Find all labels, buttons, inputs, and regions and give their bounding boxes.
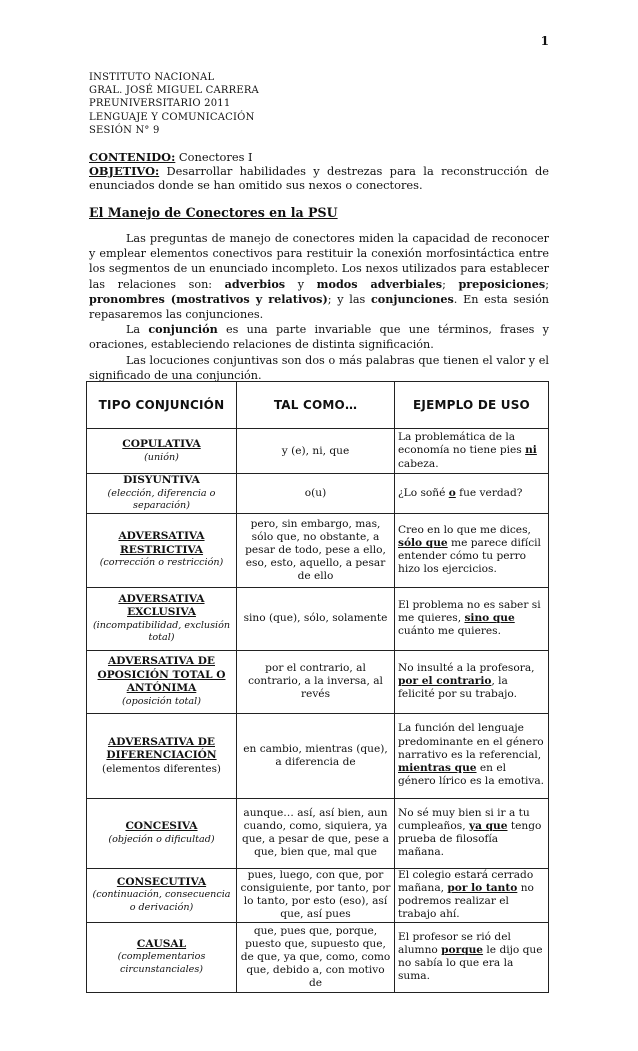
- text-run: ; y las: [327, 292, 371, 306]
- institution-header: [89, 71, 259, 137]
- bold-term: preposiciones: [458, 276, 546, 291]
- ejemplo-text: le dijo que no sabía lo que era la suma.: [398, 943, 543, 983]
- table-row: [87, 513, 549, 587]
- tipo-cell: [87, 587, 237, 650]
- header-line: INSTITUTO NACIONAL: [89, 72, 215, 83]
- tal-como-cell: sino (que), sólo, solamente: [237, 587, 395, 650]
- table-row: [87, 650, 549, 713]
- section-title: El Manejo de Conectores en la PSU: [89, 205, 338, 220]
- tipo-name: CONCESIVA: [125, 820, 198, 832]
- ejemplo-highlight: sino que: [464, 611, 515, 624]
- table-row: [87, 587, 549, 650]
- bold-term: pronombres (mostrativos y relativos): [89, 291, 328, 306]
- tipo-desc: (corrección o restricción): [99, 557, 224, 569]
- ejemplo-cell: [395, 587, 549, 650]
- ejemplo-text: Creo en lo que me dices,: [398, 523, 531, 536]
- tal-como-cell: o(u): [237, 474, 395, 514]
- header-line: LENGUAJE Y COMUNICACIÓN: [89, 111, 255, 123]
- tipo-desc: (continuación, consecuencia o derivación): [92, 889, 231, 913]
- tal-como-cell: aunque… así, así bien, aun cuando, como, siquiera, ya que, a pesar de que, pese a que, bien que, mal que: [237, 798, 395, 868]
- ejemplo-text: en el género lírico es la emotiva.: [398, 762, 545, 788]
- text-run: es una parte invariable que une términos, frases y oraciones, estableciendo relaciones de distinta significación.: [89, 323, 549, 352]
- tipo-cell: [87, 650, 237, 713]
- tipo-name: CONSECUTIVA: [116, 875, 207, 888]
- tipo-desc: (objeción o dificultad): [108, 833, 215, 845]
- tipo-cell: [87, 429, 237, 474]
- bold-term: modos adverbiales: [316, 276, 443, 291]
- ejemplo-text: La función del lenguaje predominante en el género narrativo es la referencial,: [398, 722, 544, 761]
- paragraph: [89, 322, 549, 352]
- tipo-desc: (unión): [144, 451, 179, 463]
- conjunction-table: [86, 381, 549, 993]
- text-run: ;: [442, 277, 459, 291]
- ejemplo-cell: [395, 922, 549, 992]
- paragraph: Las locuciones conjuntivas son dos o más palabras que tienen el valor y el significado de una conjunción.: [89, 353, 549, 382]
- header-line: GRAL. JOSÉ MIGUEL CARRERA: [89, 85, 259, 97]
- text-run: Las preguntas de manejo de conectores miden la capacidad de reconocer y emplear elementos conectivos para restituir la conexión morfosintáctica entre los segmentos de un enunciado incompleto. Los nexos utilizados para establecer las relaciones son:: [89, 232, 549, 291]
- table-row: [87, 868, 549, 922]
- ejemplo-highlight: o: [448, 486, 456, 499]
- tipo-desc: (elementos diferentes): [102, 762, 221, 775]
- ejemplo-text: no podremos realizar el trabajo ahí.: [398, 881, 534, 921]
- tipo-name: DISYUNTIVA: [123, 474, 200, 486]
- tipo-name: ADVERSATIVA DE OPOSICIÓN TOTAL O ANTÓNIMA: [97, 655, 226, 694]
- session-meta: [89, 150, 549, 192]
- table-header-row: [87, 382, 549, 429]
- ejemplo-cell: [395, 798, 549, 868]
- objetivo-label: OBJETIVO:: [89, 164, 160, 178]
- tal-como-cell: en cambio, mientras (que), a diferencia de: [237, 713, 395, 798]
- tal-como-cell: pero, sin embargo, mas, sólo que, no obstante, a pesar de todo, pese a ello, eso, esto, aquello, a pesar de ello: [237, 513, 395, 587]
- ejemplo-text: me parece difícil entender cómo tu perro hizo los ejercicios.: [398, 536, 541, 576]
- ejemplo-cell: [395, 650, 549, 713]
- bold-term: conjunción: [148, 322, 218, 337]
- tipo-name: ADVERSATIVA EXCLUSIVA: [118, 592, 205, 618]
- ejemplo-text: ¿Lo soñé: [398, 486, 449, 499]
- ejemplo-highlight: por lo tanto: [447, 881, 518, 894]
- tipo-cell: [87, 474, 237, 514]
- tipo-cell: [87, 513, 237, 587]
- header-line: PREUNIVERSITARIO 2011: [89, 98, 231, 110]
- ejemplo-highlight: sólo que: [398, 536, 448, 549]
- tipo-desc: (incompatibilidad, exclusión total): [92, 619, 231, 643]
- table-row: [87, 429, 549, 474]
- ejemplo-cell: [395, 868, 549, 922]
- ejemplo-cell: [395, 713, 549, 798]
- tal-como-cell: y (e), ni, que: [237, 429, 395, 474]
- ejemplo-highlight: porque: [441, 943, 484, 956]
- text-run: ;: [545, 277, 549, 291]
- ejemplo-text: No sé muy bien si ir a tu cumpleaños,: [398, 806, 530, 832]
- contenido-text: Conectores I: [175, 150, 253, 164]
- page-number: 1: [540, 34, 549, 48]
- bold-term: conjunciones: [370, 291, 454, 306]
- tipo-name: ADVERSATIVA DE DIFERENCIACIÓN: [106, 735, 217, 762]
- ejemplo-text: fue verdad?: [455, 486, 523, 499]
- ejemplo-text: No insulté a la profesora,: [398, 661, 535, 674]
- text-run: y: [285, 277, 317, 291]
- ejemplo-text: La problemática de la economía no tiene pies: [398, 431, 526, 457]
- column-header: EJEMPLO DE USO: [395, 382, 549, 429]
- header-line: SESIÓN N° 9: [89, 124, 160, 136]
- tipo-cell: [87, 798, 237, 868]
- ejemplo-text: El profesor se rió del alumno: [398, 930, 511, 956]
- text-run: La: [126, 323, 149, 337]
- ejemplo-text: tengo prueba de filosofía mañana.: [398, 819, 542, 859]
- tipo-cell: [87, 713, 237, 798]
- tipo-cell: [87, 922, 237, 992]
- table-row: [87, 713, 549, 798]
- paragraph: [89, 231, 549, 322]
- ejemplo-text: , la felicité por su trabajo.: [398, 674, 517, 701]
- tipo-name: CAUSAL: [136, 937, 187, 950]
- ejemplo-text: El problema no es saber si me quieres,: [398, 598, 541, 624]
- body-text: [89, 231, 549, 383]
- tipo-cell: [87, 868, 237, 922]
- text-run: . En esta sesión repasaremos las conjunciones.: [89, 292, 550, 322]
- tipo-desc: (complementarios circunstanciales): [117, 951, 206, 975]
- ejemplo-text: cuánto me quieres.: [398, 625, 501, 638]
- column-header: TIPO CONJUNCIÓN: [87, 382, 237, 429]
- ejemplo-text: cabeza.: [398, 457, 439, 470]
- ejemplo-highlight: por el contrario: [398, 674, 492, 687]
- table-row: [87, 922, 549, 992]
- ejemplo-highlight: ya que: [468, 819, 508, 832]
- column-header: TAL COMO…: [237, 382, 395, 429]
- objetivo-text: Desarrollar habilidades y destrezas para la reconstrucción de enunciados donde se han omitido sus nexos o conectores.: [89, 164, 549, 192]
- ejemplo-cell: [395, 429, 549, 474]
- contenido-label: CONTENIDO:: [89, 150, 176, 164]
- tal-como-cell: por el contrario, al contrario, a la inversa, al revés: [237, 650, 395, 713]
- tipo-desc: (oposición total): [122, 695, 201, 707]
- bold-term: adverbios: [224, 276, 286, 291]
- tipo-desc: (elección, diferencia o separación): [107, 487, 216, 511]
- contenido-line: [89, 150, 549, 164]
- tal-como-cell: que, pues que, porque, puesto que, supuesto que, de que, ya que, como, como que, debido a, con motivo de: [237, 922, 395, 992]
- ejemplo-cell: [395, 474, 549, 514]
- tipo-name: ADVERSATIVA RESTRICTIVA: [118, 530, 205, 556]
- objetivo-line: [89, 164, 549, 192]
- tipo-name: COPULATIVA: [122, 438, 201, 450]
- ejemplo-highlight: ni: [525, 444, 537, 457]
- ejemplo-text: El colegio estará cerrado mañana,: [398, 868, 534, 894]
- ejemplo-cell: [395, 513, 549, 587]
- table-row: [87, 798, 549, 868]
- ejemplo-highlight: mientras que: [398, 762, 477, 775]
- tal-como-cell: pues, luego, con que, por consiguiente, por tanto, por lo tanto, por esto (eso), así que, así pues: [237, 868, 395, 922]
- table-row: [87, 474, 549, 514]
